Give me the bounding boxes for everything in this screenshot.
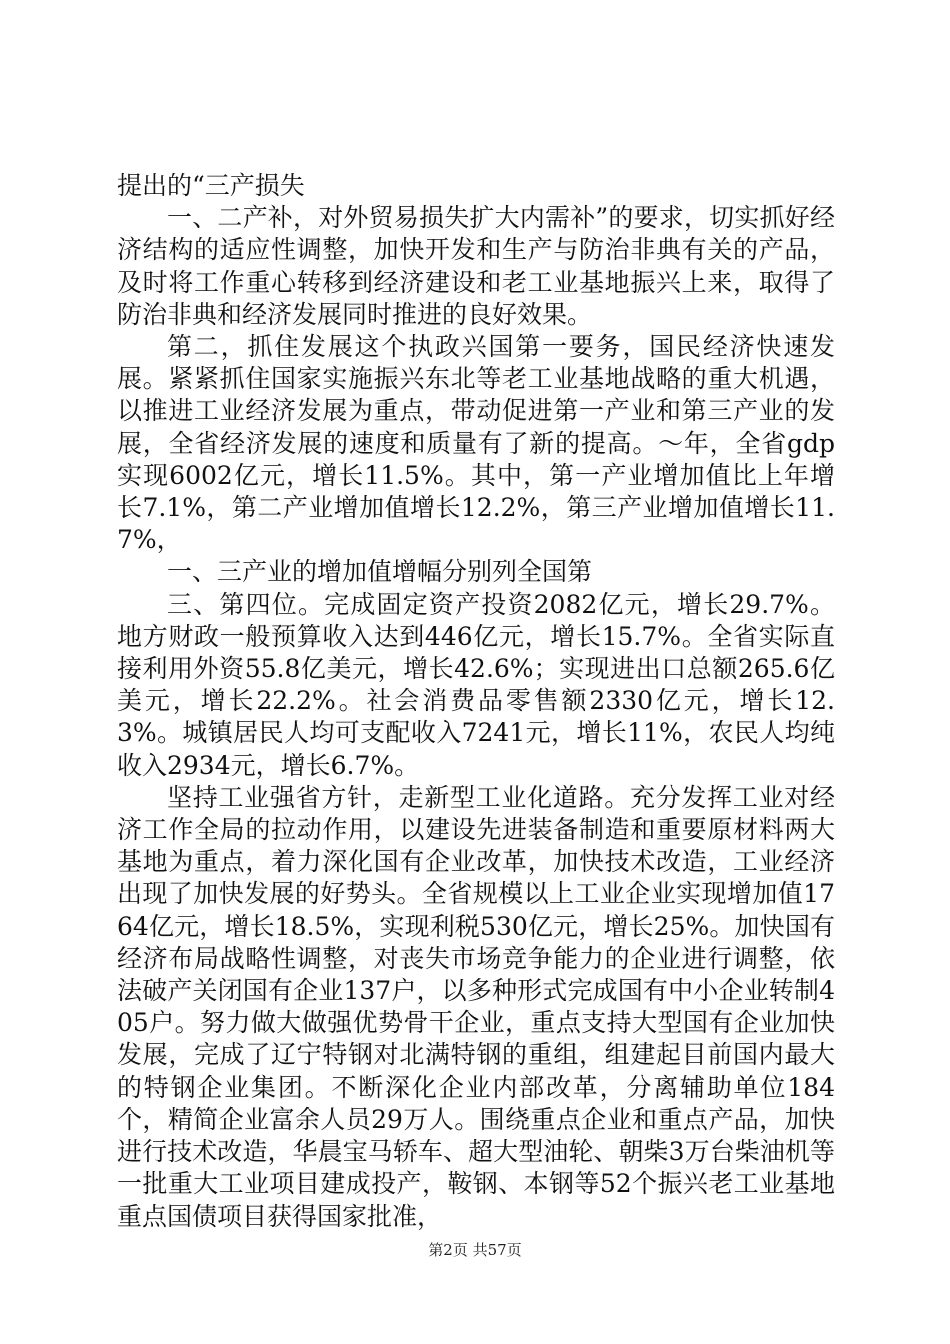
page-footer (0, 1240, 950, 1260)
paragraph: 坚持工业强省方针，走新型工业化道路。充分发挥工业对经济工作全局的拉动作用，以建设先进装备制造和重要原材料两大基地为重点，着力深化国有企业改革，加快技术改造，工业经济出现了加快发展的好势头。全省规模以上工业企业实现增加值1764亿元，增长18.5%，实现利税530亿元，增长25%。加快国有经济布局战略性调整，对丧失市场竞争能力的企业进行调整，依法破产关闭国有企业137户，以多种形式完成国有中小企业转制405户。努力做大做强优势骨干企业，重点支持大型国有企业加快发展，完成了辽宁特钢对北满特钢的重组，组建起目前国内最大的特钢企业集团。不断深化企业内部改革，分离辅助单位184个，精简企业富余人员29万人。围绕重点企业和重点产品，加快进行技术改造，华晨宝马轿车、超大型油轮、朝柴3万台柴油机等一批重大工业项目建成投产，鞍钢、本钢等52个振兴老工业基地重点国债项目获得国家批准， (117, 782, 835, 1231)
document-body (117, 170, 835, 1233)
paragraph: 一、二产补，对外贸易损失扩大内需补”的要求，切实抓好经济结构的适应性调整，加快开发和生产与防治非典有关的产品，及时将工作重心转移到经济建设和老工业基地振兴上来，取得了防治非典和经济发展同时推进的良好效果。 (117, 203, 835, 329)
page-number: 第2页 共57页 (428, 1241, 522, 1259)
paragraph: 提出的“三产损失 (117, 171, 305, 200)
paragraph: 三、第四位。完成固定资产投资2082亿元，增长29.7%。地方财政一般预算收入达到446亿元，增长15.7%。全省实际直接利用外资55.8亿美元，增长42.6%；实现进出口总额265.6亿美元，增长22.2%。社会消费品零售额2330亿元，增长12.3%。城镇居民人均可支配收入7241元，增长11%，农民人均纯收入2934元，增长6.7%。 (117, 589, 835, 780)
paragraph: 第二，抓住发展这个执政兴国第一要务，国民经济快速发展。紧紧抓住国家实施振兴东北等老工业基地战略的重大机遇，以推进工业经济发展为重点，带动促进第一产业和第三产业的发展，全省经济发展的速度和质量有了新的提高。～年，全省gdp实现6002亿元，增长11.5%。其中，第一产业增加值比上年增长7.1%，第二产业增加值增长12.2%，第三产业增加值增长11.7%， (117, 332, 835, 555)
paragraph: 一、三产业的增加值增幅分别列全国第 (167, 557, 593, 587)
